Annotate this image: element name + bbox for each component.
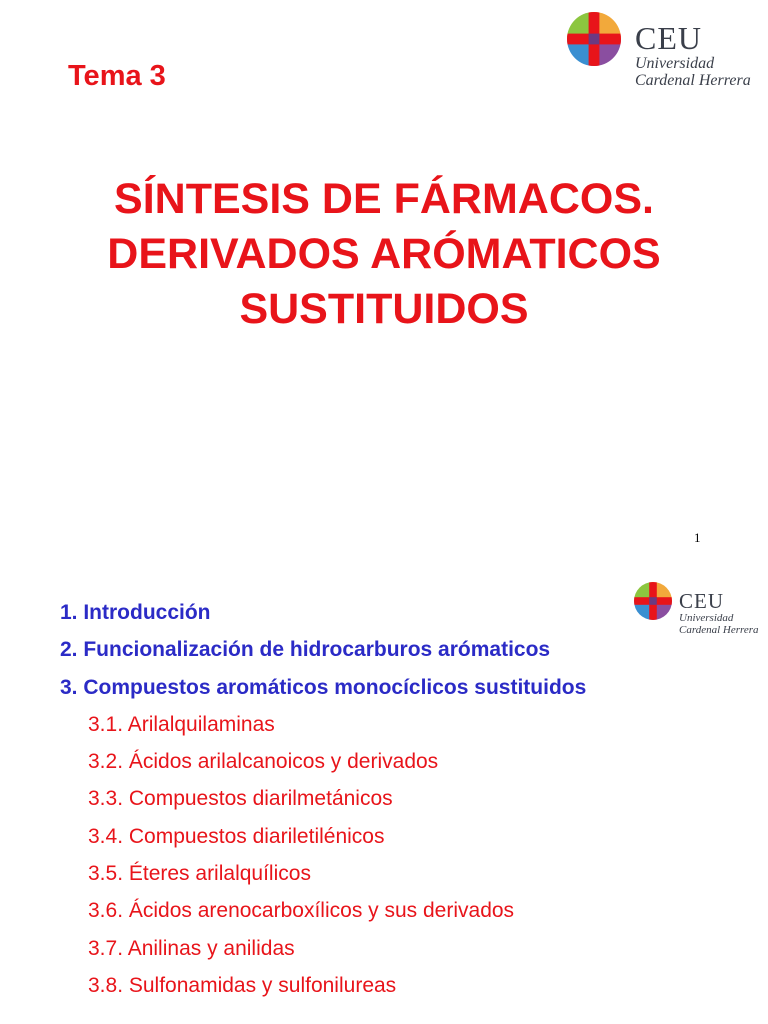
toc-item: 3. Compuestos aromáticos monocíclicos sustituidos: [60, 675, 587, 699]
ceu-logo: [567, 12, 751, 90]
ceu-cross-emblem-icon: [634, 582, 672, 620]
toc-subitem: 3.6. Ácidos arenocarboxílicos y sus derivados: [88, 899, 515, 923]
logo-line-universidad: Universidad: [679, 612, 734, 624]
contents-slide: [0, 562, 768, 1024]
title-line-3: SUSTITUIDOS: [239, 285, 529, 333]
title-line-2: DERIVADOS ARÓMATICOS: [107, 230, 661, 278]
slide-title: [0, 172, 768, 337]
logo-line-cardenal-herrera: Cardenal Herrera: [679, 623, 759, 636]
logo-name: CEU: [679, 589, 724, 613]
toc-item: 1. Introducción: [60, 601, 211, 624]
ceu-cross-emblem-icon: [567, 12, 621, 66]
toc-item: 2. Funcionalización de hidrocarburos arómaticos: [60, 638, 551, 662]
table-of-contents: [60, 594, 586, 1004]
toc-subitem: 3.1. Arilalquilaminas: [88, 712, 275, 736]
toc-subitem: 3.3. Compuestos diarilmetánicos: [88, 787, 393, 811]
toc-subitem: 3.7. Anilinas y anilidas: [88, 936, 295, 960]
title-line-1: SÍNTESIS DE FÁRMACOS.: [114, 175, 654, 223]
toc-subitem: 3.5. Éteres arilalquílicos: [88, 862, 311, 886]
page-number: 1: [694, 530, 701, 545]
ceu-logo: [634, 582, 759, 636]
toc-subitem: 3.8. Sulfonamidas y sulfonilureas: [88, 973, 397, 997]
logo-name: CEU: [635, 20, 702, 56]
logo-line-cardenal-herrera: Cardenal Herrera: [635, 71, 751, 89]
toc-subitem: 3.2. Ácidos arilalcanoicos y derivados: [88, 750, 439, 774]
logo-line-universidad: Universidad: [635, 55, 715, 72]
tema-label: Tema 3: [68, 60, 166, 92]
toc-subitem: 3.4. Compuestos diariletilénicos: [88, 824, 385, 848]
